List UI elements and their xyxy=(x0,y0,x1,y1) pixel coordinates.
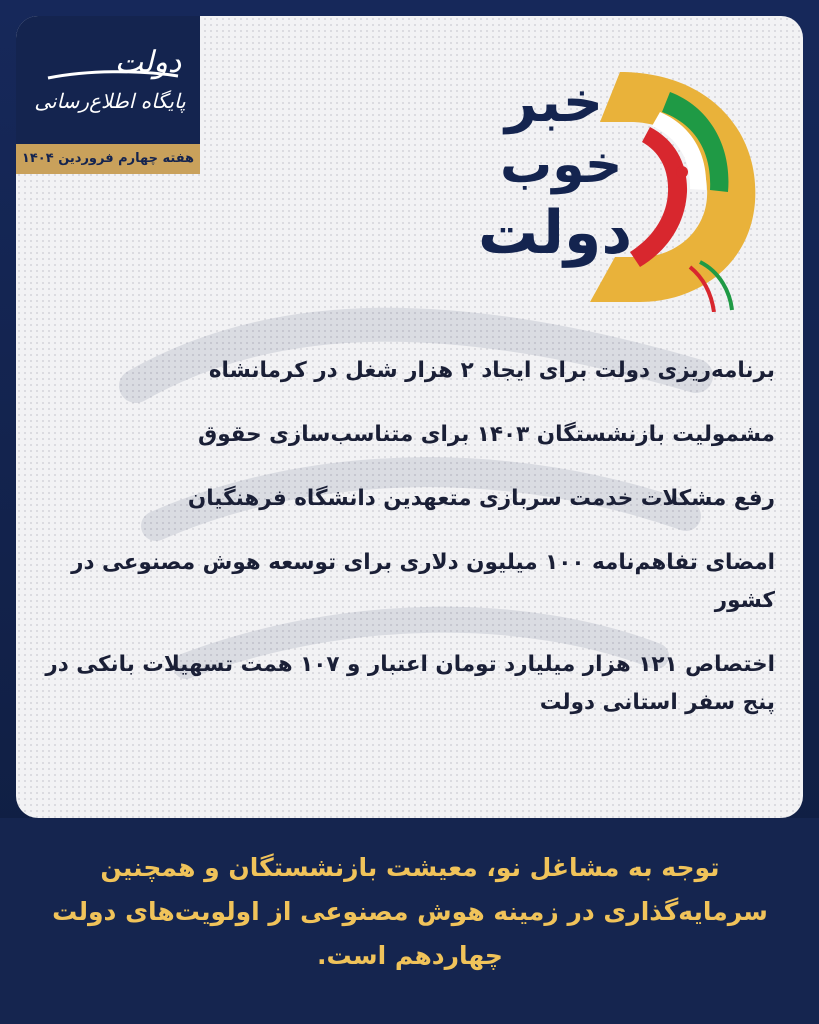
emblem-word-dolat: دولت xyxy=(478,198,633,268)
date-label: هفته چهارم فروردین ۱۴۰۴ xyxy=(16,144,200,174)
headline-item: مشمولیت بازنشستگان ۱۴۰۳ برای متناسب‌سازی حقوق xyxy=(197,422,775,447)
headline-list xyxy=(45,352,775,748)
logo-mark-line1: دولت xyxy=(114,45,182,80)
headline-item: اختصاص ۱۲۱ هزار میلیارد تومان اعتبار و ۱۰۷ همت تسهیلات بانکی در پنج سفر استانی دولت xyxy=(45,652,775,715)
emblem-word-khoob: خوب xyxy=(500,135,623,195)
emblem-word-khabar: خبر xyxy=(505,70,604,135)
logo-mark-line2: پایگاه اطلاع‌رسانی xyxy=(34,89,186,113)
headline-item: رفع مشکلات خدمت سربازی متعهدین دانشگاه فرهنگیان xyxy=(187,486,775,511)
calligraphy-logo-icon xyxy=(28,30,188,130)
site-logo xyxy=(16,16,200,144)
headline-item: برنامه‌ریزی دولت برای ایجاد ۲ هزار شغل در کرمانشاه xyxy=(208,358,775,383)
headline-item: امضای تفاهم‌نامه ۱۰۰ میلیون دلاری برای توسعه هوش مصنوعی در کشور xyxy=(71,550,775,613)
summary-text: توجه به مشاغل نو، معیشت بازنشستگان و همچنین سرمایه‌گذاری در زمینه هوش مصنوعی از اولویت‌های دولت چهاردهم است. xyxy=(52,853,768,970)
